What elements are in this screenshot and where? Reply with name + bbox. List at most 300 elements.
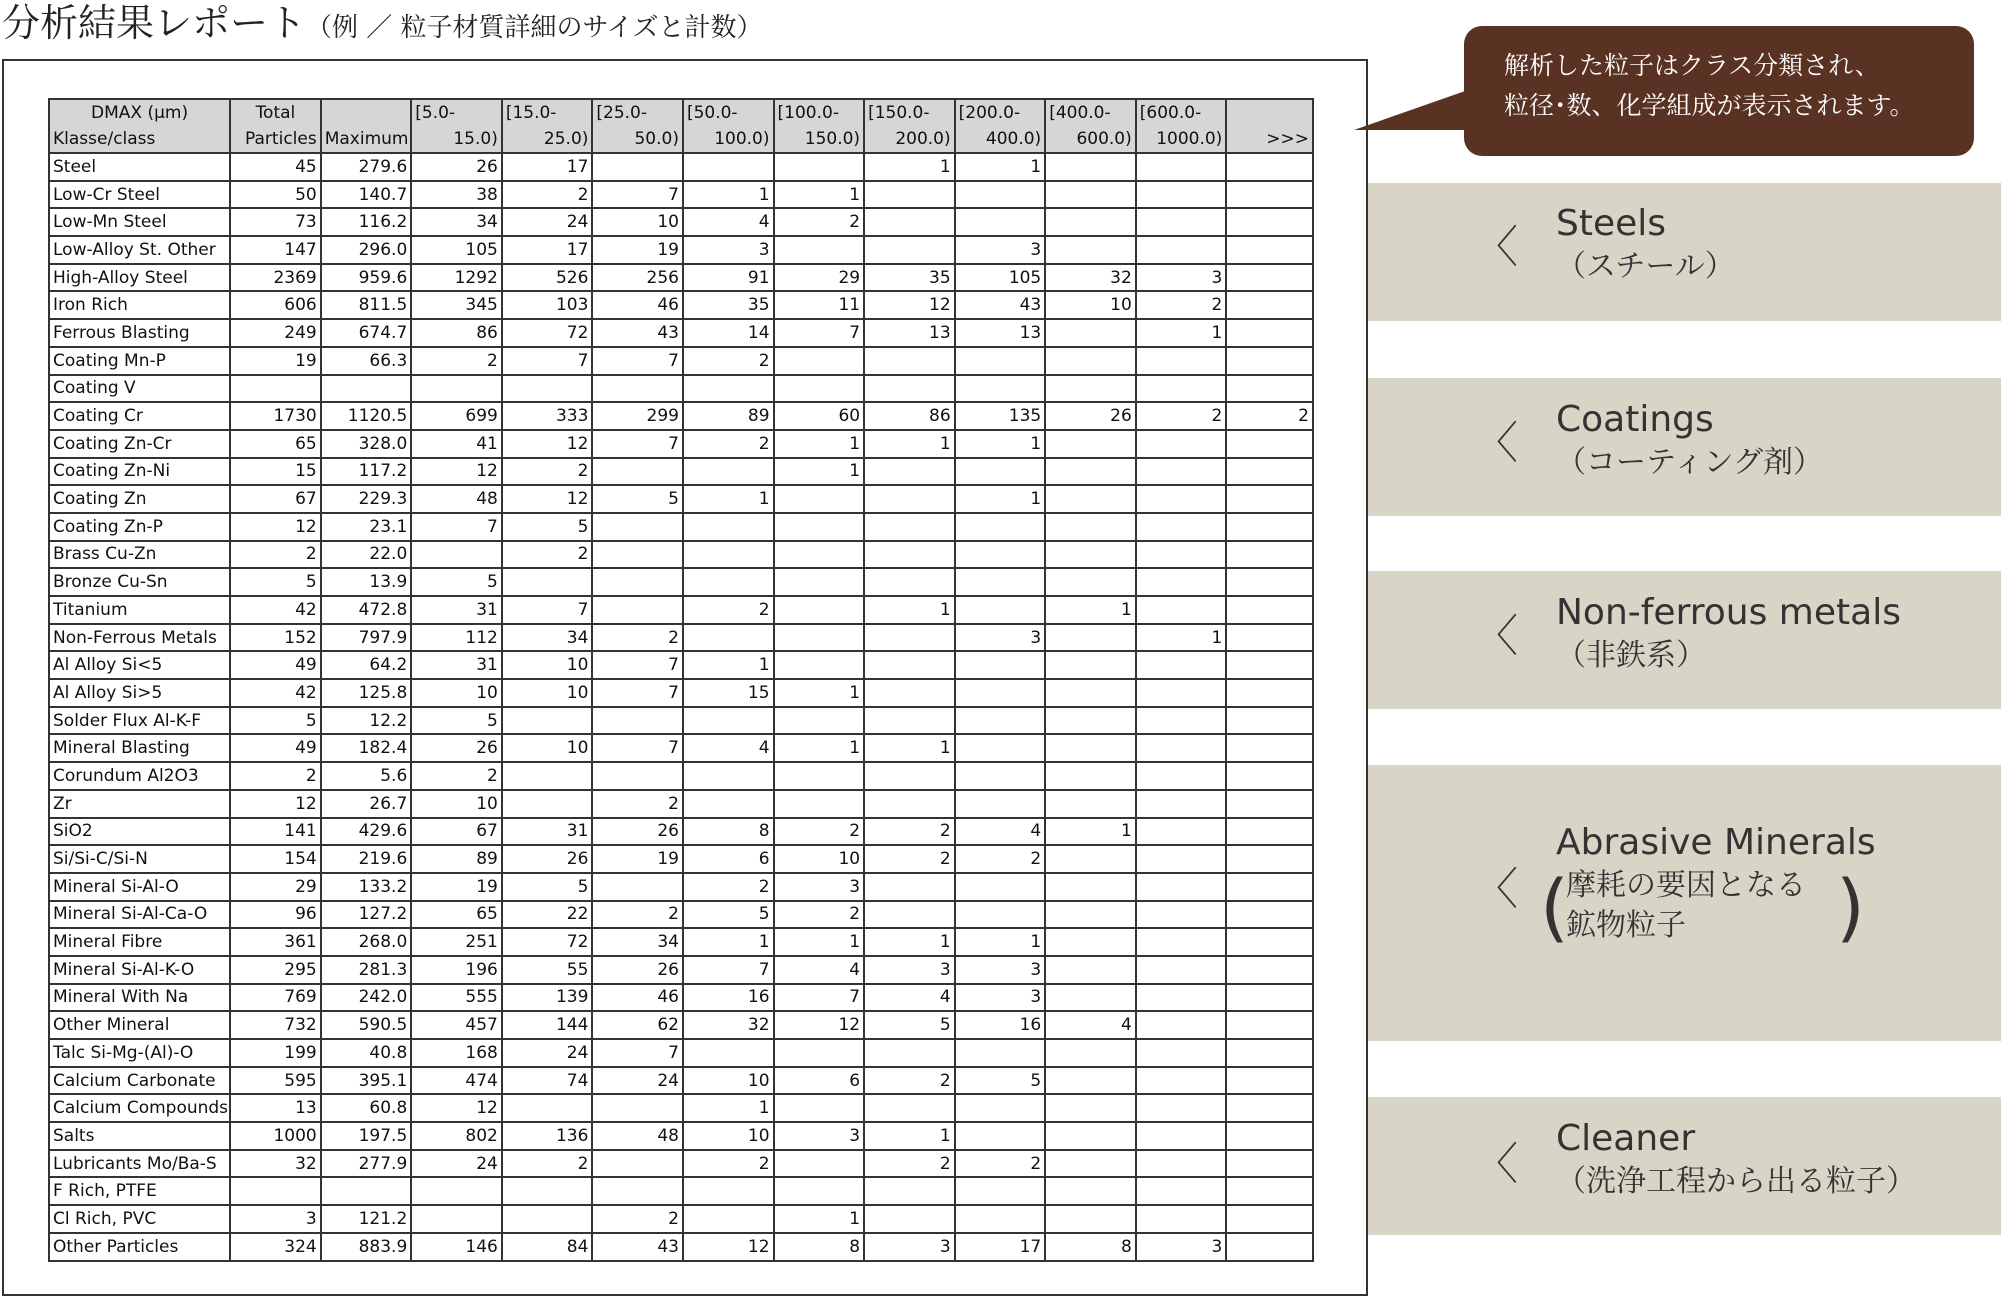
count-cell [1136, 818, 1227, 846]
count-cell [592, 1177, 683, 1205]
count-cell: 1 [1136, 624, 1227, 652]
count-cell [955, 347, 1046, 375]
count-cell: 2 [1136, 291, 1227, 319]
count-cell: 10 [502, 651, 593, 679]
count-cell [592, 596, 683, 624]
count-cell: 1 [955, 430, 1046, 458]
count-cell: 31 [502, 818, 593, 846]
count-cell [864, 624, 955, 652]
count-cell [1226, 541, 1313, 569]
count-cell [683, 568, 774, 596]
count-cell: 26 [411, 153, 502, 181]
count-cell: 13.9 [321, 568, 412, 596]
count-cell [955, 734, 1046, 762]
count-cell: 8 [1045, 1233, 1136, 1261]
count-cell: 2 [1136, 402, 1227, 430]
count-cell [1226, 762, 1313, 790]
count-cell: 279.6 [321, 153, 412, 181]
count-cell: 84 [502, 1233, 593, 1261]
count-cell: 41 [411, 430, 502, 458]
count-cell: 43 [592, 319, 683, 347]
count-cell: 10 [683, 1067, 774, 1095]
table-row [49, 181, 1313, 209]
count-cell [864, 651, 955, 679]
count-cell: 2 [683, 430, 774, 458]
count-cell: 5 [683, 901, 774, 929]
count-cell [955, 1177, 1046, 1205]
table-row [49, 541, 1313, 569]
table-row [49, 153, 1313, 181]
class-name-cell: Al Alloy Si<5 [49, 651, 230, 679]
count-cell: 40.8 [321, 1039, 412, 1067]
count-cell [1226, 651, 1313, 679]
count-cell [1226, 319, 1313, 347]
category-en: Coatings [1556, 399, 1714, 440]
count-cell [1226, 513, 1313, 541]
count-cell: 1 [864, 734, 955, 762]
count-cell: 2 [411, 762, 502, 790]
count-cell [864, 236, 955, 264]
class-name-cell: Calcium Carbonate [49, 1067, 230, 1095]
count-cell: 7 [411, 513, 502, 541]
count-cell: 74 [502, 1067, 593, 1095]
count-cell: 10 [1045, 291, 1136, 319]
count-cell [1226, 707, 1313, 735]
count-cell: 49 [230, 734, 321, 762]
count-cell [774, 762, 865, 790]
header-cell: 400.0) [955, 126, 1046, 153]
count-cell: 249 [230, 319, 321, 347]
count-cell: 22.0 [321, 541, 412, 569]
class-name-cell: Si/Si-C/Si-N [49, 845, 230, 873]
count-cell: 34 [411, 208, 502, 236]
table-row [49, 458, 1313, 486]
count-cell [955, 1039, 1046, 1067]
count-cell: 797.9 [321, 624, 412, 652]
class-name-cell: Mineral Blasting [49, 734, 230, 762]
count-cell [774, 513, 865, 541]
count-cell: 296.0 [321, 236, 412, 264]
table-row [49, 707, 1313, 735]
count-cell: 62 [592, 1011, 683, 1039]
table-row [49, 1205, 1313, 1233]
count-cell: 4 [1045, 1011, 1136, 1039]
count-cell [1226, 264, 1313, 292]
count-cell [774, 153, 865, 181]
count-cell: 154 [230, 845, 321, 873]
count-cell: 2 [683, 1150, 774, 1178]
count-cell [592, 568, 683, 596]
header-cell: Total [230, 99, 321, 126]
count-cell [1045, 762, 1136, 790]
count-cell: 26 [592, 818, 683, 846]
count-cell: 2 [955, 845, 1046, 873]
count-cell: 299 [592, 402, 683, 430]
count-cell: 2369 [230, 264, 321, 292]
category-coatings [1556, 397, 1823, 483]
count-cell: 395.1 [321, 1067, 412, 1095]
count-cell [1045, 928, 1136, 956]
count-cell [1045, 181, 1136, 209]
count-cell [864, 762, 955, 790]
count-cell: 7 [592, 679, 683, 707]
count-cell: 19 [592, 236, 683, 264]
count-cell [864, 707, 955, 735]
header-cell: [50.0- [683, 99, 774, 126]
count-cell: 127.2 [321, 901, 412, 929]
count-cell: 140.7 [321, 181, 412, 209]
chevron-left-icon: 〈 [1474, 611, 1518, 662]
count-cell: 35 [683, 291, 774, 319]
count-cell: 3 [955, 236, 1046, 264]
count-cell: 2 [864, 845, 955, 873]
table-row [49, 901, 1313, 929]
count-cell: 345 [411, 291, 502, 319]
count-cell [592, 1094, 683, 1122]
count-cell: 281.3 [321, 956, 412, 984]
count-cell: 23.1 [321, 513, 412, 541]
class-name-cell: Low-Alloy St. Other [49, 236, 230, 264]
class-name-cell: Cl Rich, PVC [49, 1205, 230, 1233]
count-cell: 15 [230, 458, 321, 486]
category-jp: （スチール） [1556, 249, 1735, 284]
count-cell: 7 [502, 347, 593, 375]
count-cell: 26 [592, 956, 683, 984]
count-cell [1136, 1150, 1227, 1178]
count-cell: 2 [502, 541, 593, 569]
count-cell: 7 [592, 734, 683, 762]
class-name-cell: Other Particles [49, 1233, 230, 1261]
count-cell [955, 762, 1046, 790]
chevron-left-icon: 〈 [1474, 418, 1518, 469]
class-name-cell: Low-Cr Steel [49, 181, 230, 209]
count-cell [1136, 181, 1227, 209]
count-cell: 32 [230, 1150, 321, 1178]
count-cell: 7 [592, 1039, 683, 1067]
class-name-cell: Ferrous Blasting [49, 319, 230, 347]
count-cell [955, 208, 1046, 236]
count-cell: 146 [411, 1233, 502, 1261]
count-cell: 1 [955, 928, 1046, 956]
header-cell: [25.0- [592, 99, 683, 126]
class-name-cell: High-Alloy Steel [49, 264, 230, 292]
count-cell: 2 [592, 624, 683, 652]
count-cell [1226, 347, 1313, 375]
count-cell [1045, 984, 1136, 1012]
count-cell [864, 679, 955, 707]
paren-open: ( [1540, 865, 1569, 951]
category-steels [1556, 201, 1735, 287]
count-cell: 34 [592, 928, 683, 956]
count-cell: 2 [774, 208, 865, 236]
count-cell: 24 [411, 1150, 502, 1178]
class-name-cell: Brass Cu-Zn [49, 541, 230, 569]
count-cell: 1 [683, 485, 774, 513]
count-cell: 474 [411, 1067, 502, 1095]
category-en: Abrasive Minerals [1556, 822, 1876, 863]
count-cell: 256 [592, 264, 683, 292]
count-cell [1226, 790, 1313, 818]
count-cell [1136, 236, 1227, 264]
count-cell [1226, 1122, 1313, 1150]
count-cell: 2 [683, 596, 774, 624]
count-cell [502, 375, 593, 403]
count-cell: 251 [411, 928, 502, 956]
count-cell: 11 [774, 291, 865, 319]
count-cell: 42 [230, 596, 321, 624]
count-cell: 12.2 [321, 707, 412, 735]
count-cell [955, 1122, 1046, 1150]
class-name-cell: Zr [49, 790, 230, 818]
count-cell: 1 [774, 181, 865, 209]
category-en: Cleaner [1556, 1118, 1696, 1159]
count-cell: 112 [411, 624, 502, 652]
category-jp-line2: 鉱物粒子 [1566, 908, 1686, 943]
count-cell: 3 [955, 956, 1046, 984]
count-cell: 60 [774, 402, 865, 430]
callout-bubble [1464, 26, 1974, 156]
count-cell: 66.3 [321, 347, 412, 375]
count-cell [683, 790, 774, 818]
count-cell [864, 1205, 955, 1233]
count-cell [955, 375, 1046, 403]
count-cell: 3 [1136, 264, 1227, 292]
count-cell: 12 [864, 291, 955, 319]
count-cell: 3 [955, 624, 1046, 652]
count-cell: 26 [411, 734, 502, 762]
count-cell: 136 [502, 1122, 593, 1150]
table-row [49, 845, 1313, 873]
count-cell [1136, 901, 1227, 929]
paren-close: ) [1836, 865, 1865, 951]
count-cell [502, 1177, 593, 1205]
count-cell [592, 513, 683, 541]
count-cell: 89 [411, 845, 502, 873]
count-cell: 555 [411, 984, 502, 1012]
header-cell: 25.0) [502, 126, 593, 153]
count-cell [592, 541, 683, 569]
table-row [49, 790, 1313, 818]
count-cell: 12 [230, 790, 321, 818]
count-cell [592, 375, 683, 403]
count-cell [1045, 873, 1136, 901]
class-name-cell: Iron Rich [49, 291, 230, 319]
count-cell: 46 [592, 291, 683, 319]
count-cell: 595 [230, 1067, 321, 1095]
header-cell: [100.0- [774, 99, 865, 126]
table-row [49, 596, 1313, 624]
count-cell [411, 1205, 502, 1233]
count-cell [1226, 458, 1313, 486]
count-cell [1045, 790, 1136, 818]
count-cell [1226, 624, 1313, 652]
count-cell [774, 707, 865, 735]
count-cell: 45 [230, 153, 321, 181]
count-cell [1136, 679, 1227, 707]
header-cell: 600.0) [1045, 126, 1136, 153]
count-cell: 472.8 [321, 596, 412, 624]
count-cell: 24 [502, 1039, 593, 1067]
class-name-cell: Coating Zn-Ni [49, 458, 230, 486]
count-cell [1136, 1039, 1227, 1067]
table-row [49, 375, 1313, 403]
page-title [2, 0, 762, 51]
count-cell [683, 762, 774, 790]
count-cell: 526 [502, 264, 593, 292]
count-cell: 4 [683, 208, 774, 236]
count-cell: 4 [864, 984, 955, 1012]
header-cell: 150.0) [774, 126, 865, 153]
count-cell: 117.2 [321, 458, 412, 486]
count-cell [411, 541, 502, 569]
count-cell [1136, 1094, 1227, 1122]
header-cell: [150.0- [864, 99, 955, 126]
count-cell: 35 [864, 264, 955, 292]
count-cell [1136, 1177, 1227, 1205]
table-row [49, 402, 1313, 430]
count-cell [955, 651, 1046, 679]
count-cell [502, 568, 593, 596]
header-cell: 200.0) [864, 126, 955, 153]
header-cell: [200.0- [955, 99, 1046, 126]
count-cell: 3 [1136, 1233, 1227, 1261]
count-cell: 89 [683, 402, 774, 430]
count-cell: 48 [411, 485, 502, 513]
count-cell [1136, 1067, 1227, 1095]
table-row [49, 873, 1313, 901]
count-cell: 8 [774, 1233, 865, 1261]
count-cell: 5 [230, 568, 321, 596]
count-cell: 3 [864, 1233, 955, 1261]
count-cell: 1000 [230, 1122, 321, 1150]
count-cell: 12 [683, 1233, 774, 1261]
count-cell: 5 [502, 873, 593, 901]
count-cell [1226, 1011, 1313, 1039]
count-cell: 64.2 [321, 651, 412, 679]
count-cell: 229.3 [321, 485, 412, 513]
class-name-cell: Bronze Cu-Sn [49, 568, 230, 596]
count-cell: 7 [592, 430, 683, 458]
table-row [49, 1039, 1313, 1067]
table-row [49, 762, 1313, 790]
count-cell [864, 1039, 955, 1067]
header-cell: [400.0- [1045, 99, 1136, 126]
count-cell [1045, 485, 1136, 513]
category-cleaner [1556, 1116, 1916, 1202]
count-cell [592, 762, 683, 790]
count-cell: 7 [592, 181, 683, 209]
table-header-row-1 [49, 99, 1313, 126]
count-cell [411, 1177, 502, 1205]
count-cell: 86 [864, 402, 955, 430]
count-cell [1045, 153, 1136, 181]
particle-table [48, 98, 1314, 1262]
count-cell: 32 [1045, 264, 1136, 292]
count-cell [592, 458, 683, 486]
count-cell [1226, 1094, 1313, 1122]
count-cell: 31 [411, 651, 502, 679]
count-cell: 2 [955, 1150, 1046, 1178]
table-row [49, 1122, 1313, 1150]
count-cell [1226, 901, 1313, 929]
count-cell [774, 1094, 865, 1122]
count-cell: 1 [864, 430, 955, 458]
class-name-cell: Non-Ferrous Metals [49, 624, 230, 652]
count-cell [864, 873, 955, 901]
count-cell: 3 [955, 984, 1046, 1012]
count-cell [1226, 734, 1313, 762]
count-cell: 1120.5 [321, 402, 412, 430]
count-cell: 12 [502, 485, 593, 513]
count-cell [1045, 541, 1136, 569]
count-cell [774, 375, 865, 403]
chevron-left-icon: 〈 [1474, 222, 1518, 273]
count-cell: 2 [1226, 402, 1313, 430]
count-cell [230, 375, 321, 403]
count-cell: 17 [502, 236, 593, 264]
count-cell: 1 [955, 485, 1046, 513]
count-cell [1045, 513, 1136, 541]
count-cell [1045, 845, 1136, 873]
count-cell [1226, 818, 1313, 846]
category-jp: （コーティング剤） [1556, 445, 1823, 480]
count-cell [774, 1039, 865, 1067]
count-cell [411, 375, 502, 403]
count-cell [1136, 513, 1227, 541]
count-cell [683, 624, 774, 652]
count-cell: 2 [592, 901, 683, 929]
count-cell: 199 [230, 1039, 321, 1067]
count-cell: 24 [592, 1067, 683, 1095]
count-cell: 2 [592, 1205, 683, 1233]
count-cell [774, 624, 865, 652]
count-cell: 1 [774, 430, 865, 458]
count-cell: 34 [502, 624, 593, 652]
count-cell: 802 [411, 1122, 502, 1150]
count-cell: 42 [230, 679, 321, 707]
count-cell: 10 [502, 679, 593, 707]
category-jp-line1: 摩耗の要因となる [1566, 868, 1806, 903]
count-cell [955, 568, 1046, 596]
count-cell: 1 [864, 928, 955, 956]
count-cell: 429.6 [321, 818, 412, 846]
count-cell: 14 [683, 319, 774, 347]
count-cell [683, 153, 774, 181]
count-cell [1136, 430, 1227, 458]
count-cell: 72 [502, 319, 593, 347]
count-cell: 26.7 [321, 790, 412, 818]
count-cell [1136, 845, 1227, 873]
count-cell: 19 [592, 845, 683, 873]
count-cell [1226, 1150, 1313, 1178]
count-cell: 699 [411, 402, 502, 430]
count-cell: 12 [774, 1011, 865, 1039]
table-row [49, 1011, 1313, 1039]
count-cell: 606 [230, 291, 321, 319]
callout-tail [1354, 90, 1468, 130]
header-cell: 100.0) [683, 126, 774, 153]
count-cell: 1 [864, 1122, 955, 1150]
count-cell: 17 [502, 153, 593, 181]
count-cell [774, 485, 865, 513]
class-name-cell: F Rich, PTFE [49, 1177, 230, 1205]
count-cell [955, 1094, 1046, 1122]
count-cell: 883.9 [321, 1233, 412, 1261]
count-cell: 1 [955, 153, 1046, 181]
count-cell [1226, 1039, 1313, 1067]
count-cell: 5 [230, 707, 321, 735]
count-cell: 3 [230, 1205, 321, 1233]
